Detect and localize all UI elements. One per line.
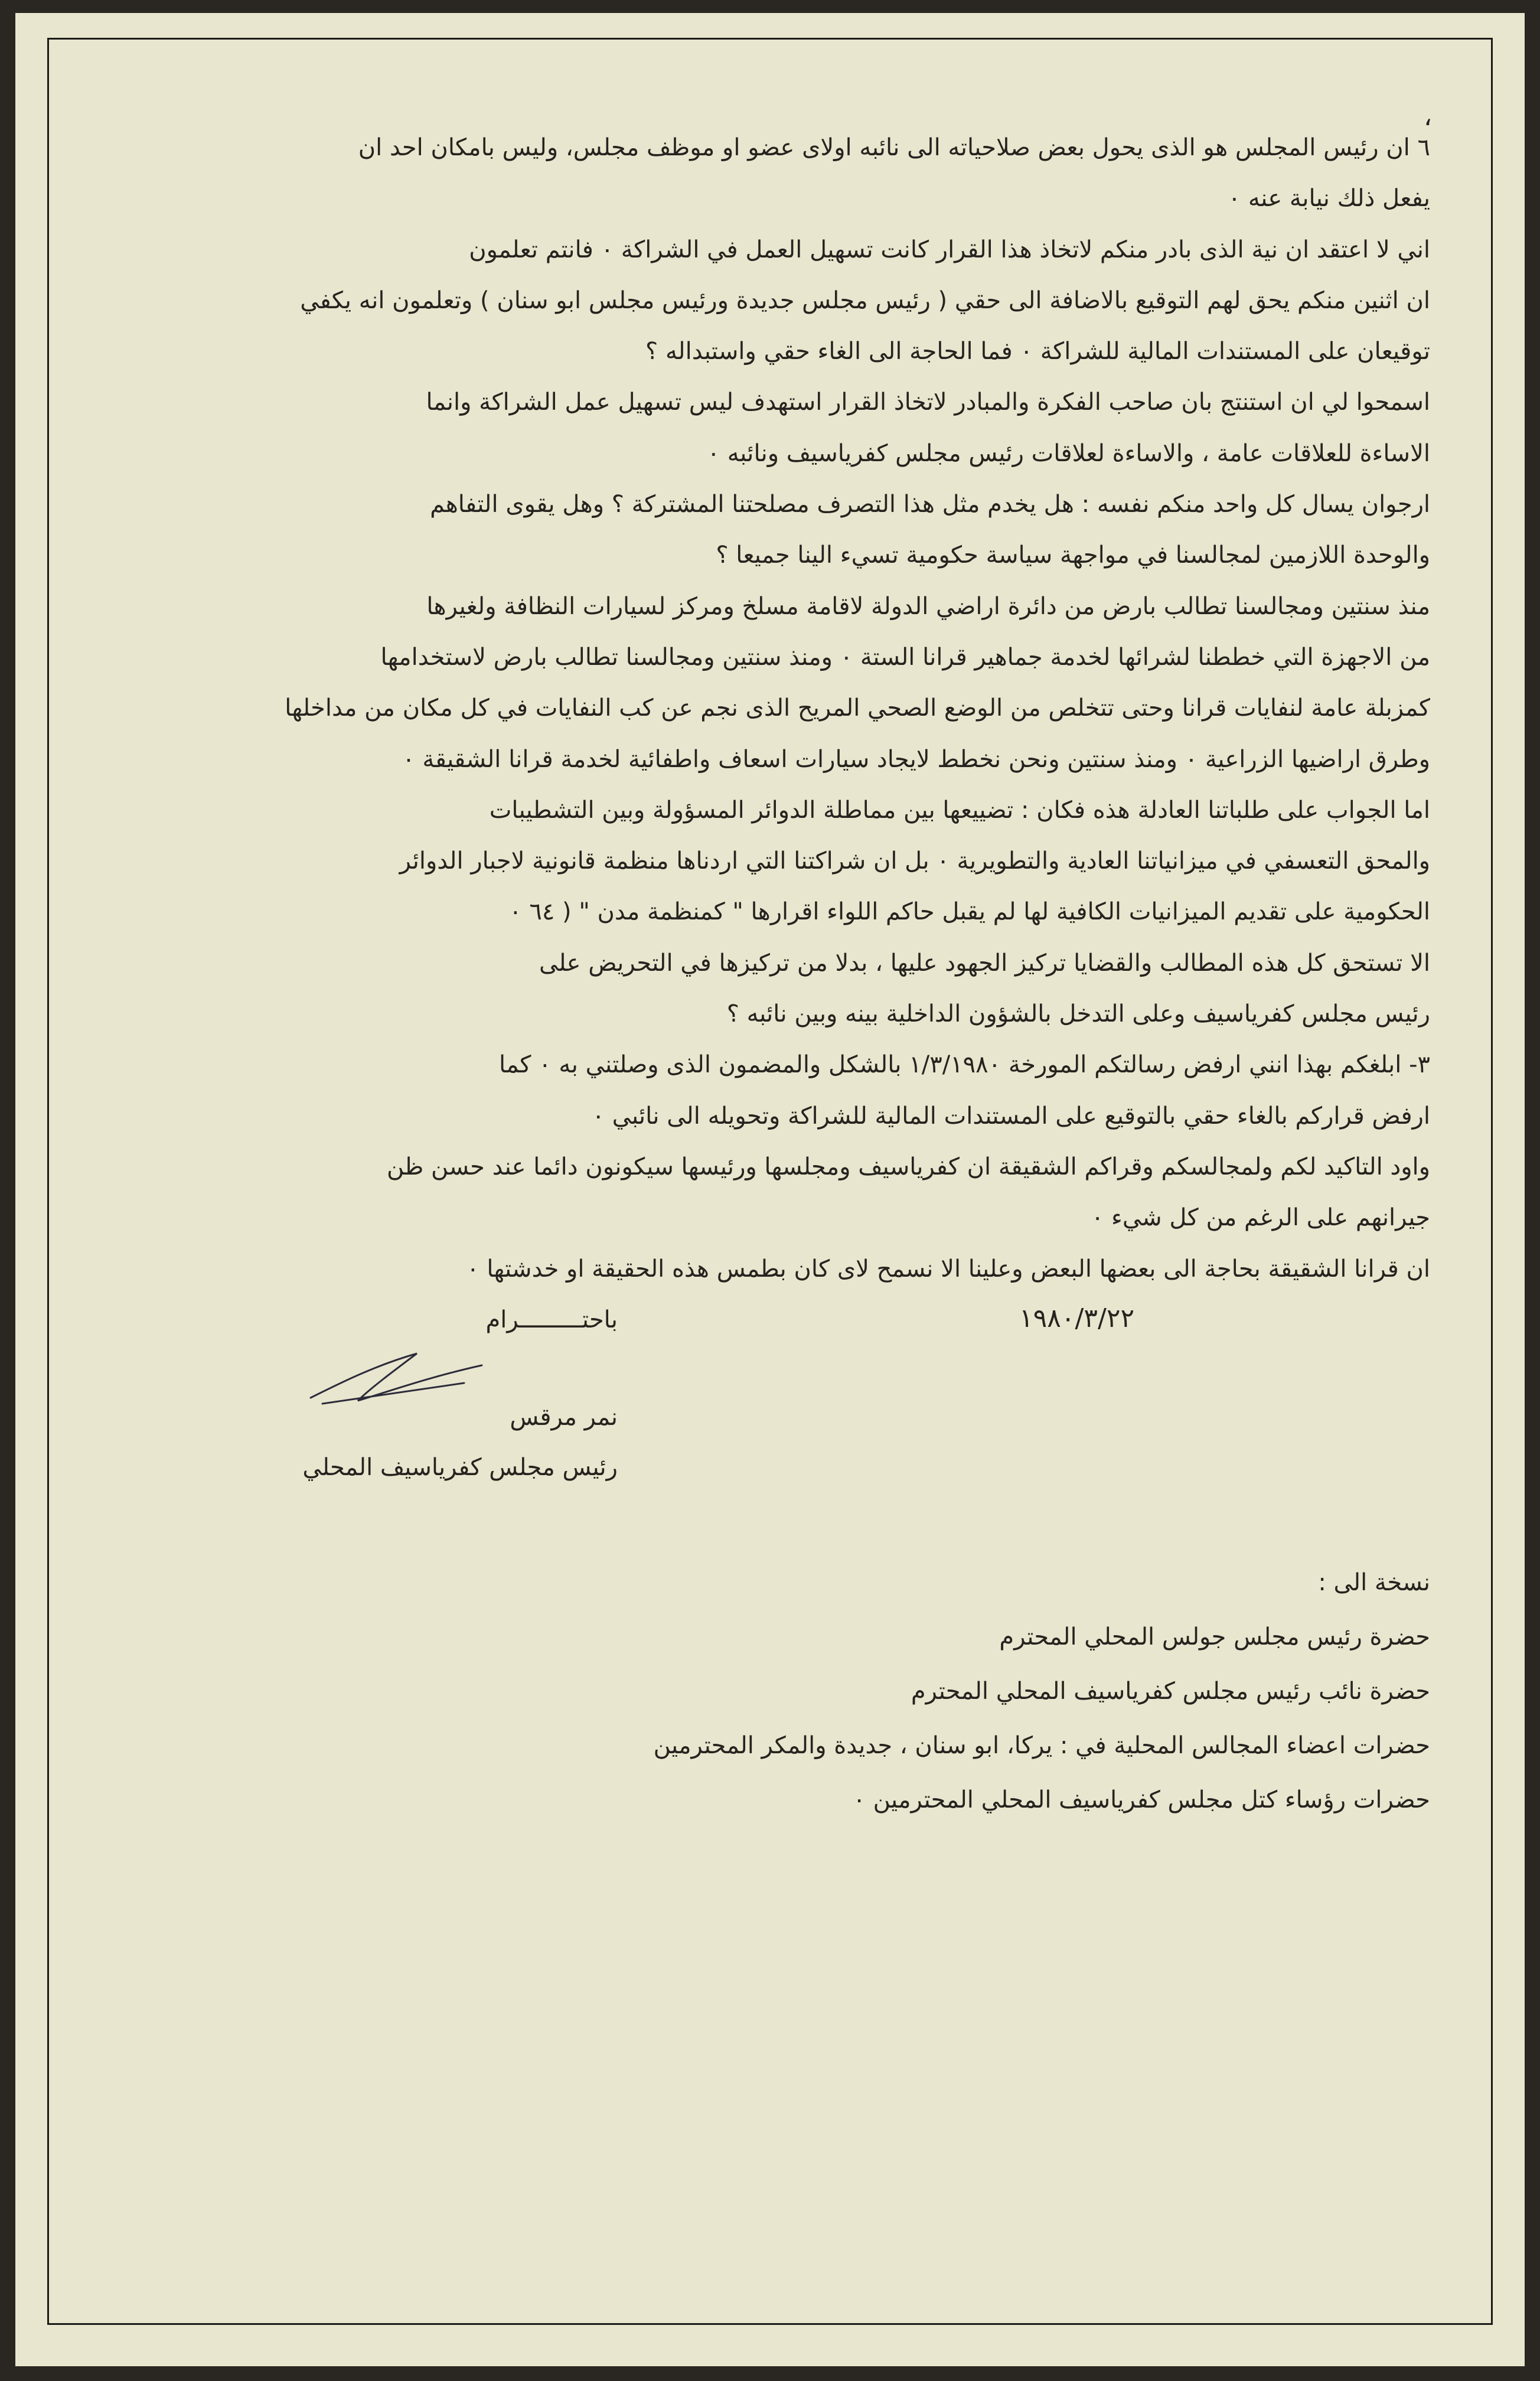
letter-line: ٦ ان رئيس المجلس هو الذى يحول بعض صلاحياته الى نائبه اولاى عضو او موظف مجلس، وليس بامكان احد ان — [358, 134, 1430, 161]
handwritten-signature — [287, 1342, 511, 1413]
letter-line: ان اثنين منكم يحق لهم التوقيع بالاضافة الى حقي ( رئيس مجلس جديدة ورئيس مجلس ابو سنان ) وتعلمون انه يكفي — [300, 286, 1430, 314]
letter-line: اني لا اعتقد ان نية الذى بادر منكم لاتخاذ هذا القرار كانت تسهيل العمل في الشراكة ٠ فانتم تعلمون — [469, 236, 1430, 263]
letter-line: يفعل ذلك نيابة عنه ٠ — [1228, 185, 1430, 213]
letter-line: اسمحوا لي ان استنتج بان صاحب الفكرة والمبادر لاتخاذ القرار استهدف ليس تسهيل عمل الشراكة وانما — [426, 389, 1430, 416]
letter-line: جيرانهم على الرغم من كل شيء ٠ — [1091, 1204, 1430, 1232]
letter-line: كمزبلة عامة لنفايات قرانا وحتى تتخلص من الوضع الصحي المريح الذى نجم عن كب النفايات في كل مكان من مداخلها — [285, 694, 1430, 722]
letter-date: ١٩٨٠/٣/٢٢ — [1019, 1303, 1135, 1333]
copies-list — [654, 1555, 1430, 1827]
letter-line: واود التاكيد لكم ولمجالسكم وقراكم الشقيقة ان كفرياسيف ومجلسها ورئيسها سيكونون دائما عند حسن ظن — [387, 1153, 1430, 1180]
letter-line: ان قرانا الشقيقة بحاجة الى بعضها البعض وعلينا الا نسمح لاى كان بطمس هذه الحقيقة او خدشتها ٠ — [466, 1255, 1430, 1283]
copy-recipient: حضرة رئيس مجلس جولس المحلي المحترم — [999, 1623, 1430, 1651]
letter-line: الا تستحق كل هذه المطالب والقضايا تركيز الجهود عليها ، بدلا من تركيزها في التحريض على — [539, 949, 1430, 977]
letter-line: ارجوان يسال كل واحد منكم نفسه : هل يخدم مثل هذا التصرف مصلحتنا المشتركة ؟ وهل يقوى التفاهم — [430, 491, 1430, 518]
letter-line: توقيعان على المستندات المالية للشراكة ٠ فما الحاجة الى الغاء حقي واستبداله ؟ — [645, 338, 1430, 366]
letter-line: ٣- ابلغكم بهذا انني ارفض رسالتكم المورخة ١/٣/١٩٨٠ بالشكل والمضمون الذى وصلتني به ٠ كما — [499, 1051, 1430, 1079]
signer-title: رئيس مجلس كفرياسيف المحلي — [302, 1454, 618, 1481]
copy-recipient: حضرات اعضاء المجالس المحلية في : يركا، ابو سنان ، جديدة والمكر المحترمين — [653, 1732, 1430, 1759]
closing-regards: باحتـــــــــرام — [485, 1306, 618, 1333]
stray-mark: ، — [1424, 102, 1433, 132]
document-page — [15, 13, 1525, 2366]
letter-line: من الاجهزة التي خططنا لشرائها لخدمة جماهير قرانا الستة ٠ ومنذ سنتين ومجالسنا تطالب بارض لاستخدامها — [380, 643, 1430, 671]
letter-line: اما الجواب على طلباتنا العادلة هذه فكان : تضييعها بين مماطلة الدوائر المسؤولة وبين التشطيبات — [489, 796, 1430, 824]
signer-name: نمر مرقس — [510, 1404, 618, 1431]
letter-body — [169, 122, 1430, 1294]
letter-line: الحكومية على تقديم الميزانيات الكافية لها لم يقبل حاكم اللواء اقرارها " كمنظمة مدن " ( ٦٤ ٠ — [509, 898, 1430, 926]
copies-heading: نسخة الى : — [1318, 1569, 1430, 1596]
copy-recipient: حضرات رؤساء كتل مجلس كفرياسيف المحلي المحترمين ٠ — [853, 1786, 1430, 1814]
letter-line: والوحدة اللازمين لمجالسنا في مواجهة سياسة حكومية تسيء الينا جميعا ؟ — [716, 542, 1430, 569]
letter-line: ارفض قراركم بالغاء حقي بالتوقيع على المستندات المالية للشراكة وتحويله الى نائبي ٠ — [592, 1102, 1430, 1130]
letter-line: الاساءة للعلاقات عامة ، والاساءة لعلاقات رئيس مجلس كفرياسيف ونائبه ٠ — [707, 439, 1430, 467]
letter-line: والمحق التعسفي في ميزانياتنا العادية والتطويرية ٠ بل ان شراكتنا التي اردناها منظمة قانونية لاجبار الدوائر — [399, 847, 1430, 875]
letter-line: وطرق اراضيها الزراعية ٠ ومنذ سنتين ونحن نخطط لايجاد سيارات اسعاف واطفائية لخدمة قرانا الشقيقة ٠ — [402, 745, 1430, 773]
letter-line: رئيس مجلس كفرياسيف وعلى التدخل بالشؤون الداخلية بينه وبين نائبه ؟ — [726, 1000, 1430, 1028]
letter-line: منذ سنتين ومجالسنا تطالب بارض من دائرة اراضي الدولة لاقامة مسلخ ومركز لسيارات النظافة ولغيرها — [426, 592, 1430, 620]
copy-recipient: حضرة نائب رئيس مجلس كفرياسيف المحلي المحترم — [911, 1678, 1430, 1705]
